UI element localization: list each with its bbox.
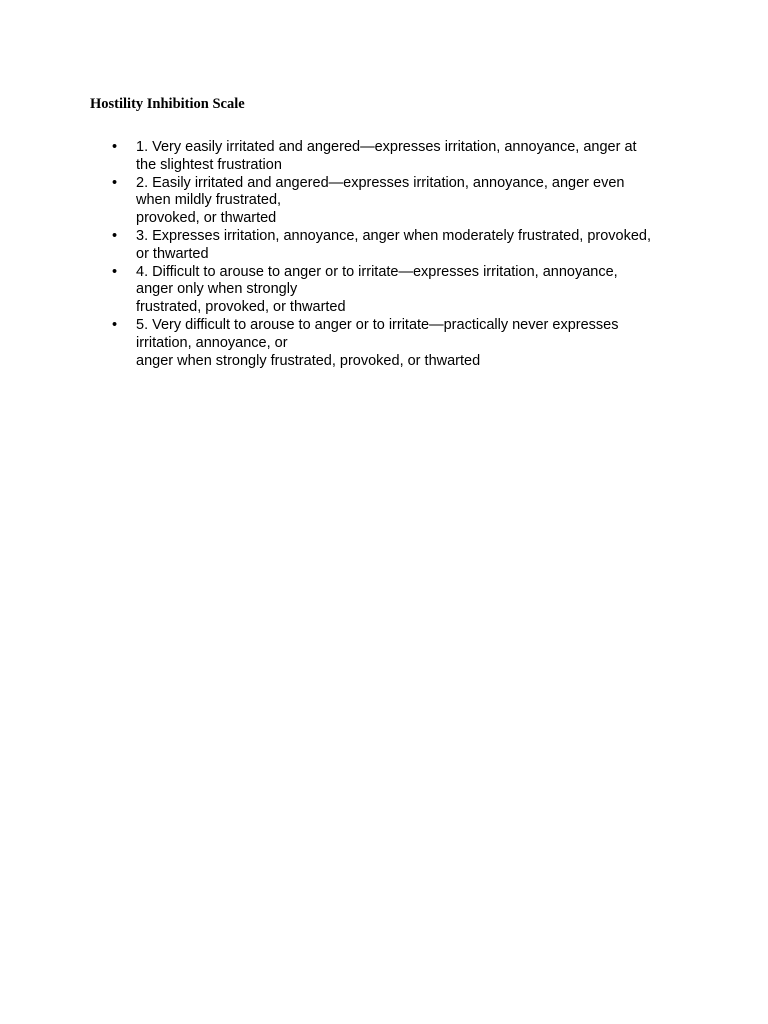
list-item-line: anger when strongly frustrated, provoked, or thwarted: [136, 352, 481, 369]
list-item-text: [136, 175, 768, 228]
list-item-line: 1. Very easily irritated and angered—expresses irritation, annoyance, anger at: [136, 139, 637, 155]
list-item-line: or thwarted: [136, 245, 209, 262]
bullet-icon: •: [112, 227, 118, 244]
bullet-icon: •: [112, 316, 118, 333]
bullet-icon: •: [112, 139, 118, 155]
list-item-line: provoked, or thwarted: [136, 210, 277, 227]
list-item-line: frustrated, provoked, or thwarted: [136, 299, 346, 316]
document-title: Hostility Inhibition Scale: [90, 96, 245, 112]
list-item-text: [136, 264, 768, 317]
list-item-line: 4. Difficult to arouse to anger or to irritate—expresses irritation, annoyance,: [136, 263, 618, 280]
list-item: [0, 175, 768, 228]
list-item-line: when mildly frustrated,: [136, 192, 282, 209]
list-item-text: [136, 139, 768, 175]
list-item: [0, 264, 768, 317]
list-item-line: the slightest frustration: [136, 156, 282, 173]
list-item-line: anger only when strongly: [136, 281, 298, 298]
list-item: [0, 317, 768, 370]
list-item: [0, 139, 768, 175]
bullet-icon: •: [112, 174, 118, 191]
list-item-text: [136, 228, 768, 264]
list-item: [0, 228, 768, 264]
bullet-icon: •: [112, 263, 118, 280]
scale-item-list: [0, 139, 768, 370]
list-item-text: [136, 317, 768, 370]
list-item-line: irritation, annoyance, or: [136, 334, 288, 351]
list-item-line: 3. Expresses irritation, annoyance, anger when moderately frustrated, provoked,: [136, 227, 652, 244]
list-item-line: 2. Easily irritated and angered—expresses irritation, annoyance, anger even: [136, 174, 625, 191]
list-item-line: 5. Very difficult to arouse to anger or to irritate—practically never expresses: [136, 316, 619, 333]
